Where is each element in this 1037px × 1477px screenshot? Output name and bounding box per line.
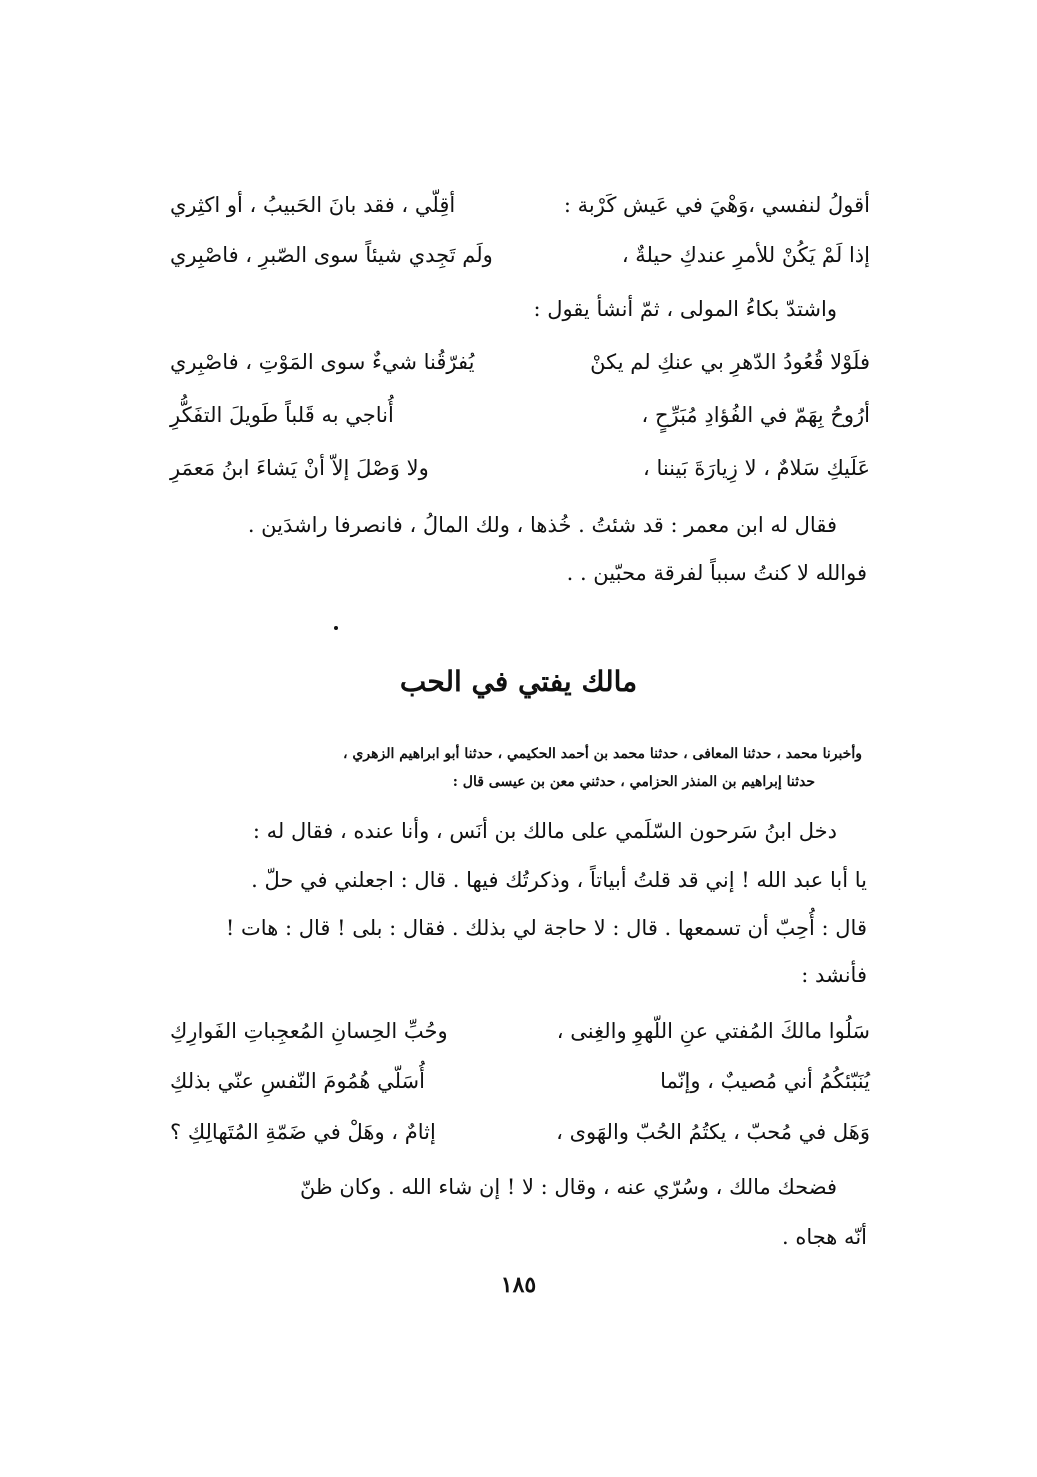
isnad-line-1: وأخبرنا محمد ، حدثنا المعافى ، حدثنا محمد بن أحمد الحكيمي ، حدثنا أبو ابراهيم الزهري ، — [343, 746, 862, 762]
prose2-line-1: دخل ابنُ سَرحون السّلَمي على مالك بن أنَس ، وأنا عنده ، فقال له : — [252, 819, 837, 843]
hemistich-second: يُفرّقُنا شيءٌ سوى المَوْتِ ، فاصْبِري — [170, 350, 475, 374]
prose2-line-4: فأنشد : — [801, 963, 867, 987]
poem2-verse-1 — [170, 343, 870, 381]
poem2-intro: واشتدّ بكاءُ المولى ، ثمّ أنشأ يقول : — [533, 297, 837, 321]
hemistich-second: وحُبِّ الحِسانِ المُعجِباتِ الفَوارِكِ — [170, 1019, 448, 1043]
hemistich-second: أُناجي به قَلباً طَويلَ التفَكُّرِ — [170, 403, 394, 427]
hemistich-second: أُسَلّي هُمُومَ النّفسِ عنّي بذلكِ — [170, 1069, 425, 1093]
hemistich-first: إذا لَمْ يَكُنْ للأمرِ عندكِ حيلةٌ ، — [621, 243, 870, 267]
poem2-verse-3 — [170, 449, 870, 487]
hemistich-first: يُنَبّئكُمُ أني مُصيبٌ ، وإنّما — [660, 1069, 870, 1093]
hemistich-first: سَلُوا مالكَ المُفتي عنِ اللّهوِ والغِنى ، — [556, 1019, 870, 1043]
hemistich-second: ولَم تَجِدي شيئاً سوى الصّبرِ ، فاصْبِري — [170, 243, 493, 267]
poem3-verse-3 — [170, 1113, 870, 1151]
poem1-verse-2 — [170, 236, 870, 274]
ornament-dot — [334, 626, 338, 630]
hemistich-first: أرُوحُ بِهَمّ في الفُؤادِ مُبَرِّحٍ ، — [641, 403, 870, 427]
hemistich-second: إثامٌ ، وهَلْ في ضَمّةِ المُتَهالِكِ ؟ — [170, 1120, 436, 1144]
hemistich-first: فلَوْلا قُعُودُ الدّهرِ بي عنكِ لم يكنْ — [590, 350, 870, 374]
poem1-verse-1 — [170, 186, 870, 224]
poem3-verse-2 — [170, 1062, 870, 1100]
hemistich-first: عَلَيكِ سَلامٌ ، لا زِيارَةَ بَيننا ، — [642, 456, 870, 480]
page-number: ١٨٥ — [500, 1272, 537, 1298]
isnad-line-2: حدثنا إبراهيم بن المنذر الحزامي ، حدثني معن بن عيسى قال : — [452, 774, 815, 790]
prose3-line-2: أنّه هجاه . — [782, 1225, 867, 1249]
prose1-line-2: فوالله لا كنتُ سبباً لفرقة محبّين . . — [566, 561, 867, 585]
hemistich-first: وَهَل في مُحبّ ، يكتُمُ الحُبّ والهَوى ، — [556, 1120, 870, 1144]
prose1-line-1: فقال له ابن معمر : قد شئتُ . خُذها ، ولك المالُ ، فانصرفا راشدَين . — [247, 513, 837, 537]
poem2-verse-2 — [170, 396, 870, 434]
hemistich-second: ولا وَصْلَ إلاّ أنْ يَشاءَ ابنُ مَعمَرِ — [170, 456, 429, 480]
prose2-line-3: قال : أُحِبّ أن تسمعها . قال : لا حاجة لي بذلك . فقال : بلى ! قال : هات ! — [225, 916, 867, 940]
poem3-verse-1 — [170, 1012, 870, 1050]
section-title: مالك يفتي في الحب — [399, 665, 638, 698]
prose3-line-1: فضحك مالك ، وسُرّي عنه ، وقال : لا ! إن شاء الله . وكان ظنّ — [299, 1175, 837, 1199]
prose2-line-2: يا أبا عبد الله ! إني قد قلتُ أبياتاً ، وذكرتُك فيها . قال : اجعلني في حلّ . — [251, 868, 867, 892]
hemistich-second: أقِلّي ، فقد بانَ الحَبيبُ ، أو اكثِري — [170, 193, 456, 217]
hemistich-first: أقولُ لنفسي ،وَهْيَ في عَيش كَرْبة : — [563, 193, 870, 217]
